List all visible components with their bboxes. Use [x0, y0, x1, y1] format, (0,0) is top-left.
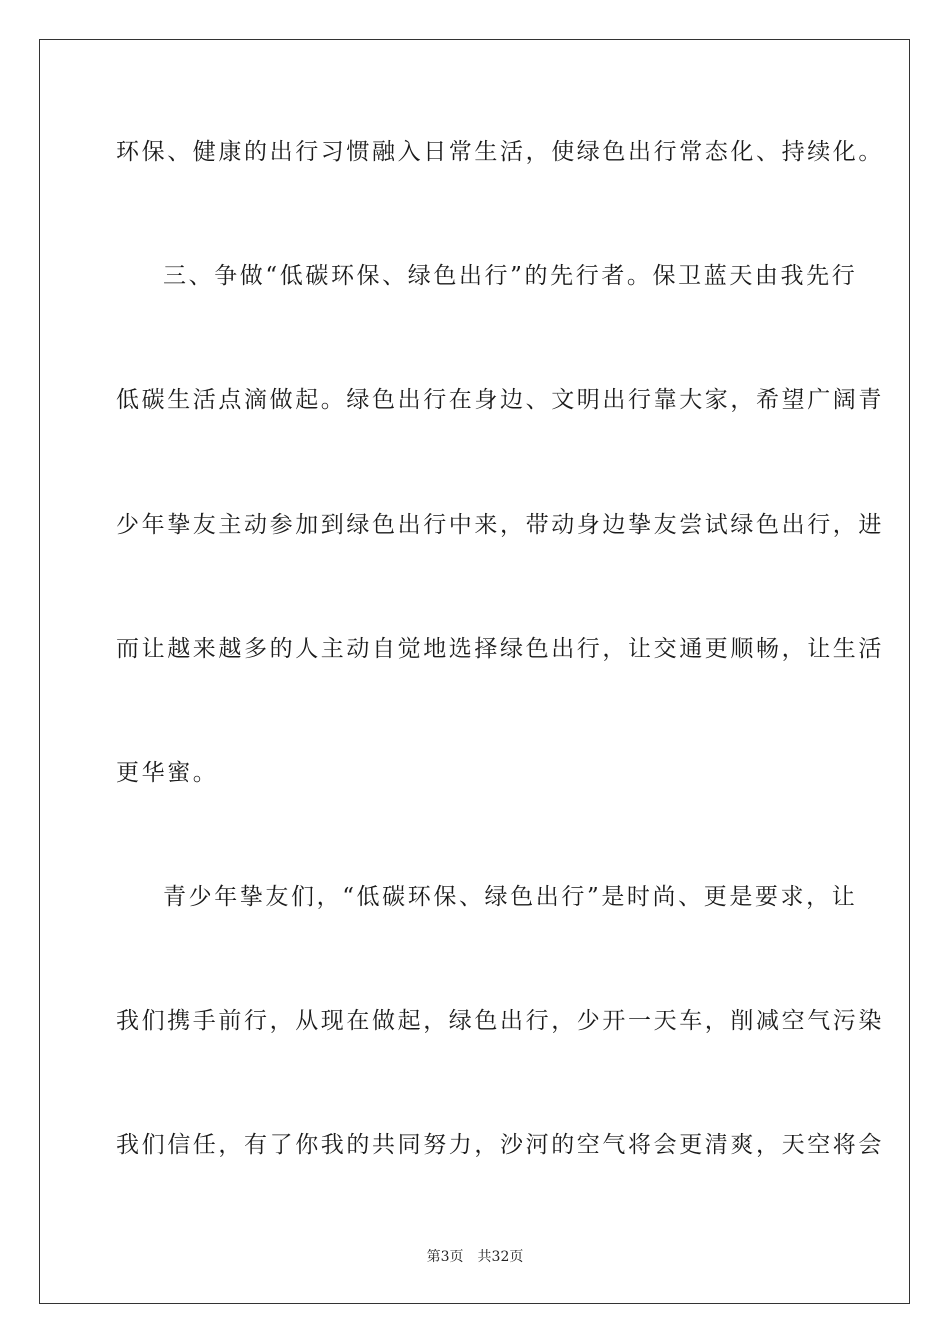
- text-line-6: 更华蜜。: [116, 760, 219, 786]
- text-line-2: 三、争做“低碳环保、绿色出行”的先行者。保卫蓝天由我先行: [163, 263, 858, 289]
- text-line-1: 环保、健康的出行习惯融入日常生活，使绿色出行常态化、持续化。: [116, 139, 884, 165]
- text-line-3: 低碳生活点滴做起。绿色出行在身边、文明出行靠大家，希望广阔青: [116, 387, 884, 413]
- page-total: 共32页: [477, 1249, 524, 1265]
- page-footer: [0, 1248, 950, 1266]
- page-border: [39, 39, 910, 1304]
- text-line-8: 我们携手前行，从现在做起，绿色出行，少开一天车，削减空气污染: [116, 1008, 884, 1034]
- page-number: 第3页: [426, 1249, 464, 1265]
- text-line-7: 青少年挚友们，“低碳环保、绿色出行”是时尚、更是要求，让: [163, 884, 858, 910]
- text-line-4: 少年挚友主动参加到绿色出行中来，带动身边挚友尝试绿色出行，进: [116, 512, 884, 538]
- text-line-9: 我们信任，有了你我的共同努力，沙河的空气将会更清爽，天空将会: [116, 1132, 884, 1158]
- text-line-5: 而让越来越多的人主动自觉地选择绿色出行，让交通更顺畅，让生活: [116, 636, 884, 662]
